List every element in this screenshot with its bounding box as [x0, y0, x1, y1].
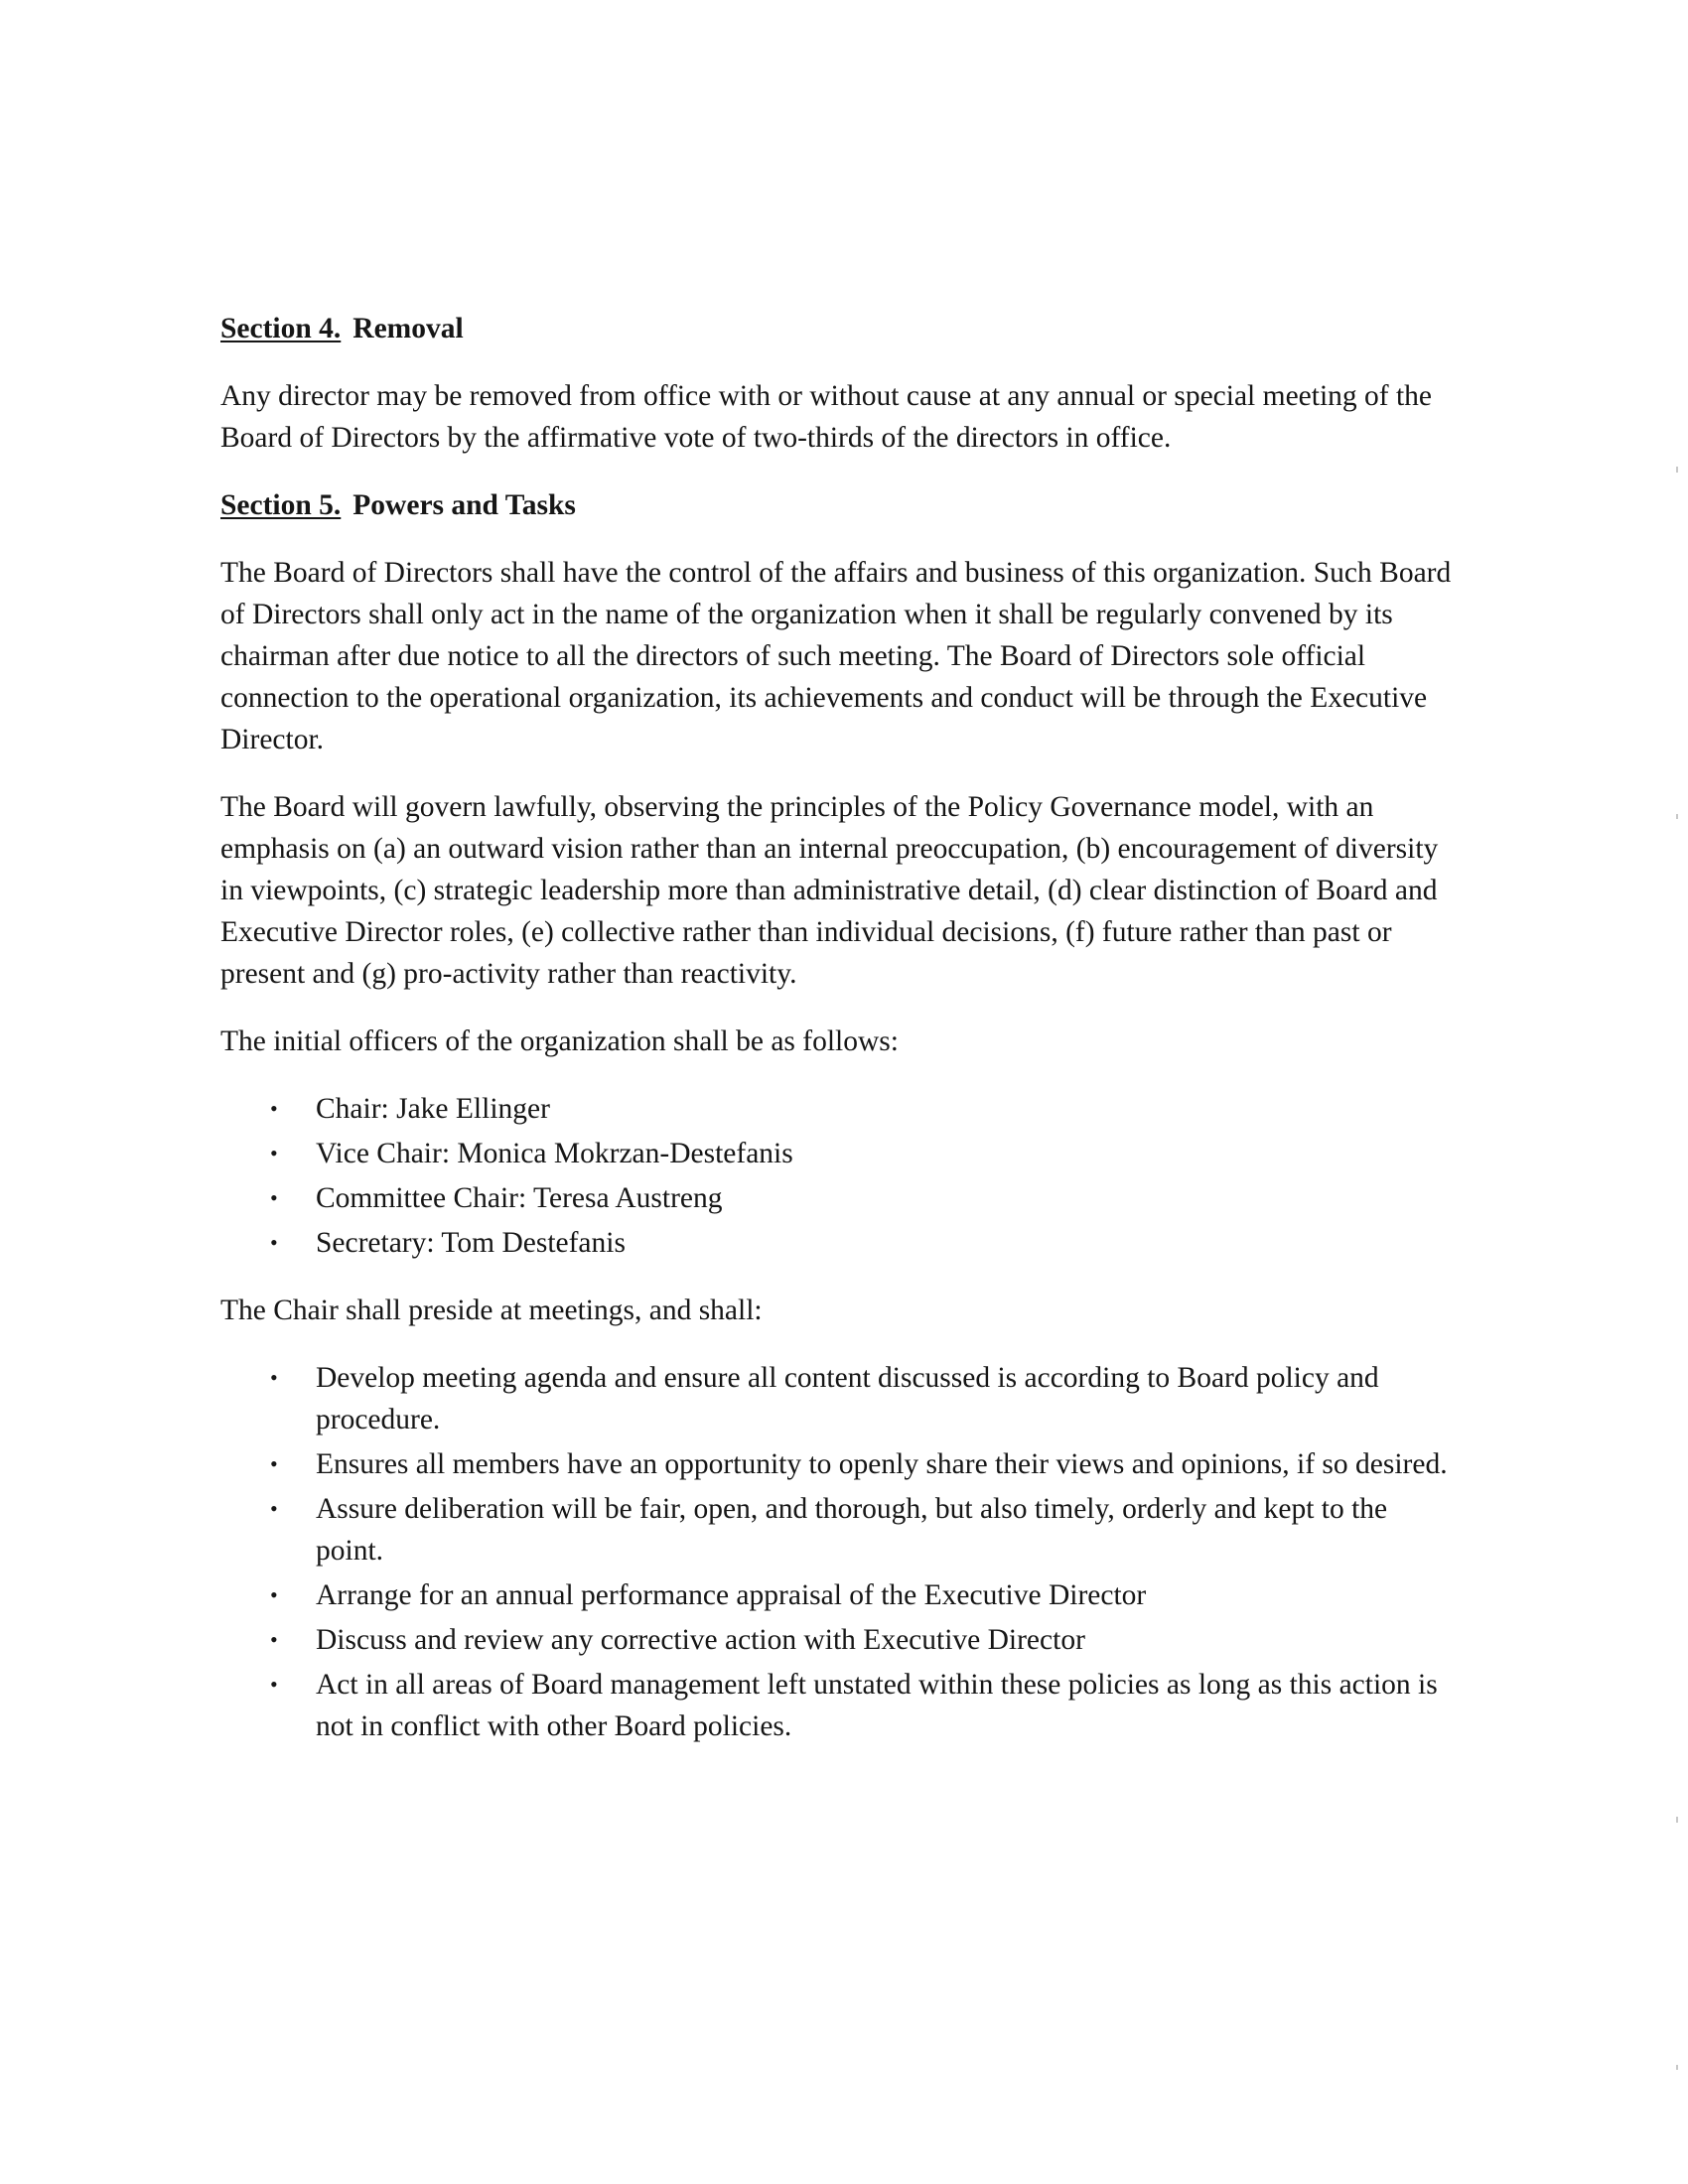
officer-chair: Chair: Jake Ellinger	[316, 1093, 550, 1125]
duty-share-views: Ensures all members have an opportunity to openly share their views and opinions, if so desired.	[316, 1448, 1448, 1480]
list-item	[220, 1177, 1462, 1219]
scan-artifact	[1676, 814, 1678, 819]
section-4-paragraph: Any director may be removed from office with or without cause at any annual or special meeting of the Board of Directors by the affirmative vote of two-thirds of the directors in office.	[220, 380, 1433, 454]
duty-deliberation: Assure deliberation will be fair, open, and thorough, but also timely, orderly and kept to the point.	[316, 1493, 1388, 1567]
section-4-title: Removal	[352, 313, 464, 344]
officer-vice-chair: Vice Chair: Monica Mokrzan-Destefanis	[316, 1138, 793, 1169]
governance-paragraph: The Board will govern lawfully, observing the principles of the Policy Governance model, with an emphasis on (a) an outward vision rather than an internal preoccupation, (b) encouragement of diversity in viewpoints, (c) strategic leadership more than administrative detail, (d) clear distinction of Board and Executive Director roles, (e) collective rather than individual decisions, (f) future rather than past or present and (g) pro-activity rather than reactivity.	[220, 791, 1439, 990]
bullet-icon: •	[270, 1672, 278, 1697]
scan-artifact	[1676, 467, 1678, 473]
list-item	[220, 1088, 1462, 1130]
list-item	[220, 1574, 1462, 1616]
bullet-icon: •	[270, 1141, 278, 1165]
chair-intro: The Chair shall preside at meetings, and shall:	[220, 1295, 763, 1326]
bullet-icon: •	[270, 1496, 278, 1521]
section-5-title: Powers and Tasks	[352, 489, 576, 521]
duty-agenda: Develop meeting agenda and ensure all content discussed is according to Board policy and procedure.	[316, 1362, 1379, 1435]
list-item	[220, 1443, 1462, 1485]
list-item	[220, 1133, 1462, 1174]
list-item	[220, 1619, 1462, 1661]
officers-list	[220, 1088, 1462, 1264]
bullet-icon: •	[270, 1365, 278, 1390]
scan-artifact	[1676, 1817, 1678, 1823]
officer-secretary: Secretary: Tom Destefanis	[316, 1227, 626, 1259]
bullet-icon: •	[270, 1627, 278, 1652]
list-item	[220, 1664, 1462, 1747]
document-page	[220, 308, 1462, 1773]
officers-intro: The initial officers of the organization shall be as follows:	[220, 1025, 899, 1057]
bullet-icon: •	[270, 1582, 278, 1607]
duty-act-all-areas: Act in all areas of Board management left unstated within these policies as long as this action is not in conflict with other Board policies.	[316, 1669, 1438, 1742]
section-5-number: Section 5.	[220, 489, 342, 521]
bullet-icon: •	[270, 1185, 278, 1210]
duty-corrective-action: Discuss and review any corrective action with Executive Director	[316, 1624, 1085, 1656]
list-item	[220, 1222, 1462, 1264]
board-control-paragraph: The Board of Directors shall have the control of the affairs and business of this organization. Such Board of Directors shall only act in the name of the organization when it shall be regularly convened by its chairman after due notice to all the directors of such meeting. The Board of Directors sole official connection to the operational organization, its achievements and conduct will be through the Executive Director.	[220, 557, 1452, 755]
chair-duties-list	[220, 1357, 1462, 1747]
officer-committee-chair: Committee Chair: Teresa Austreng	[316, 1182, 723, 1214]
bullet-icon: •	[270, 1230, 278, 1255]
section-5-heading	[220, 484, 1462, 526]
list-item	[220, 1357, 1462, 1440]
bullet-icon: •	[270, 1451, 278, 1476]
scan-artifact	[1676, 2065, 1678, 2070]
section-4-number: Section 4.	[220, 313, 342, 344]
bullet-icon: •	[270, 1096, 278, 1121]
section-4-heading	[220, 308, 1462, 349]
duty-appraisal: Arrange for an annual performance appraisal of the Executive Director	[316, 1579, 1147, 1611]
list-item	[220, 1488, 1462, 1571]
